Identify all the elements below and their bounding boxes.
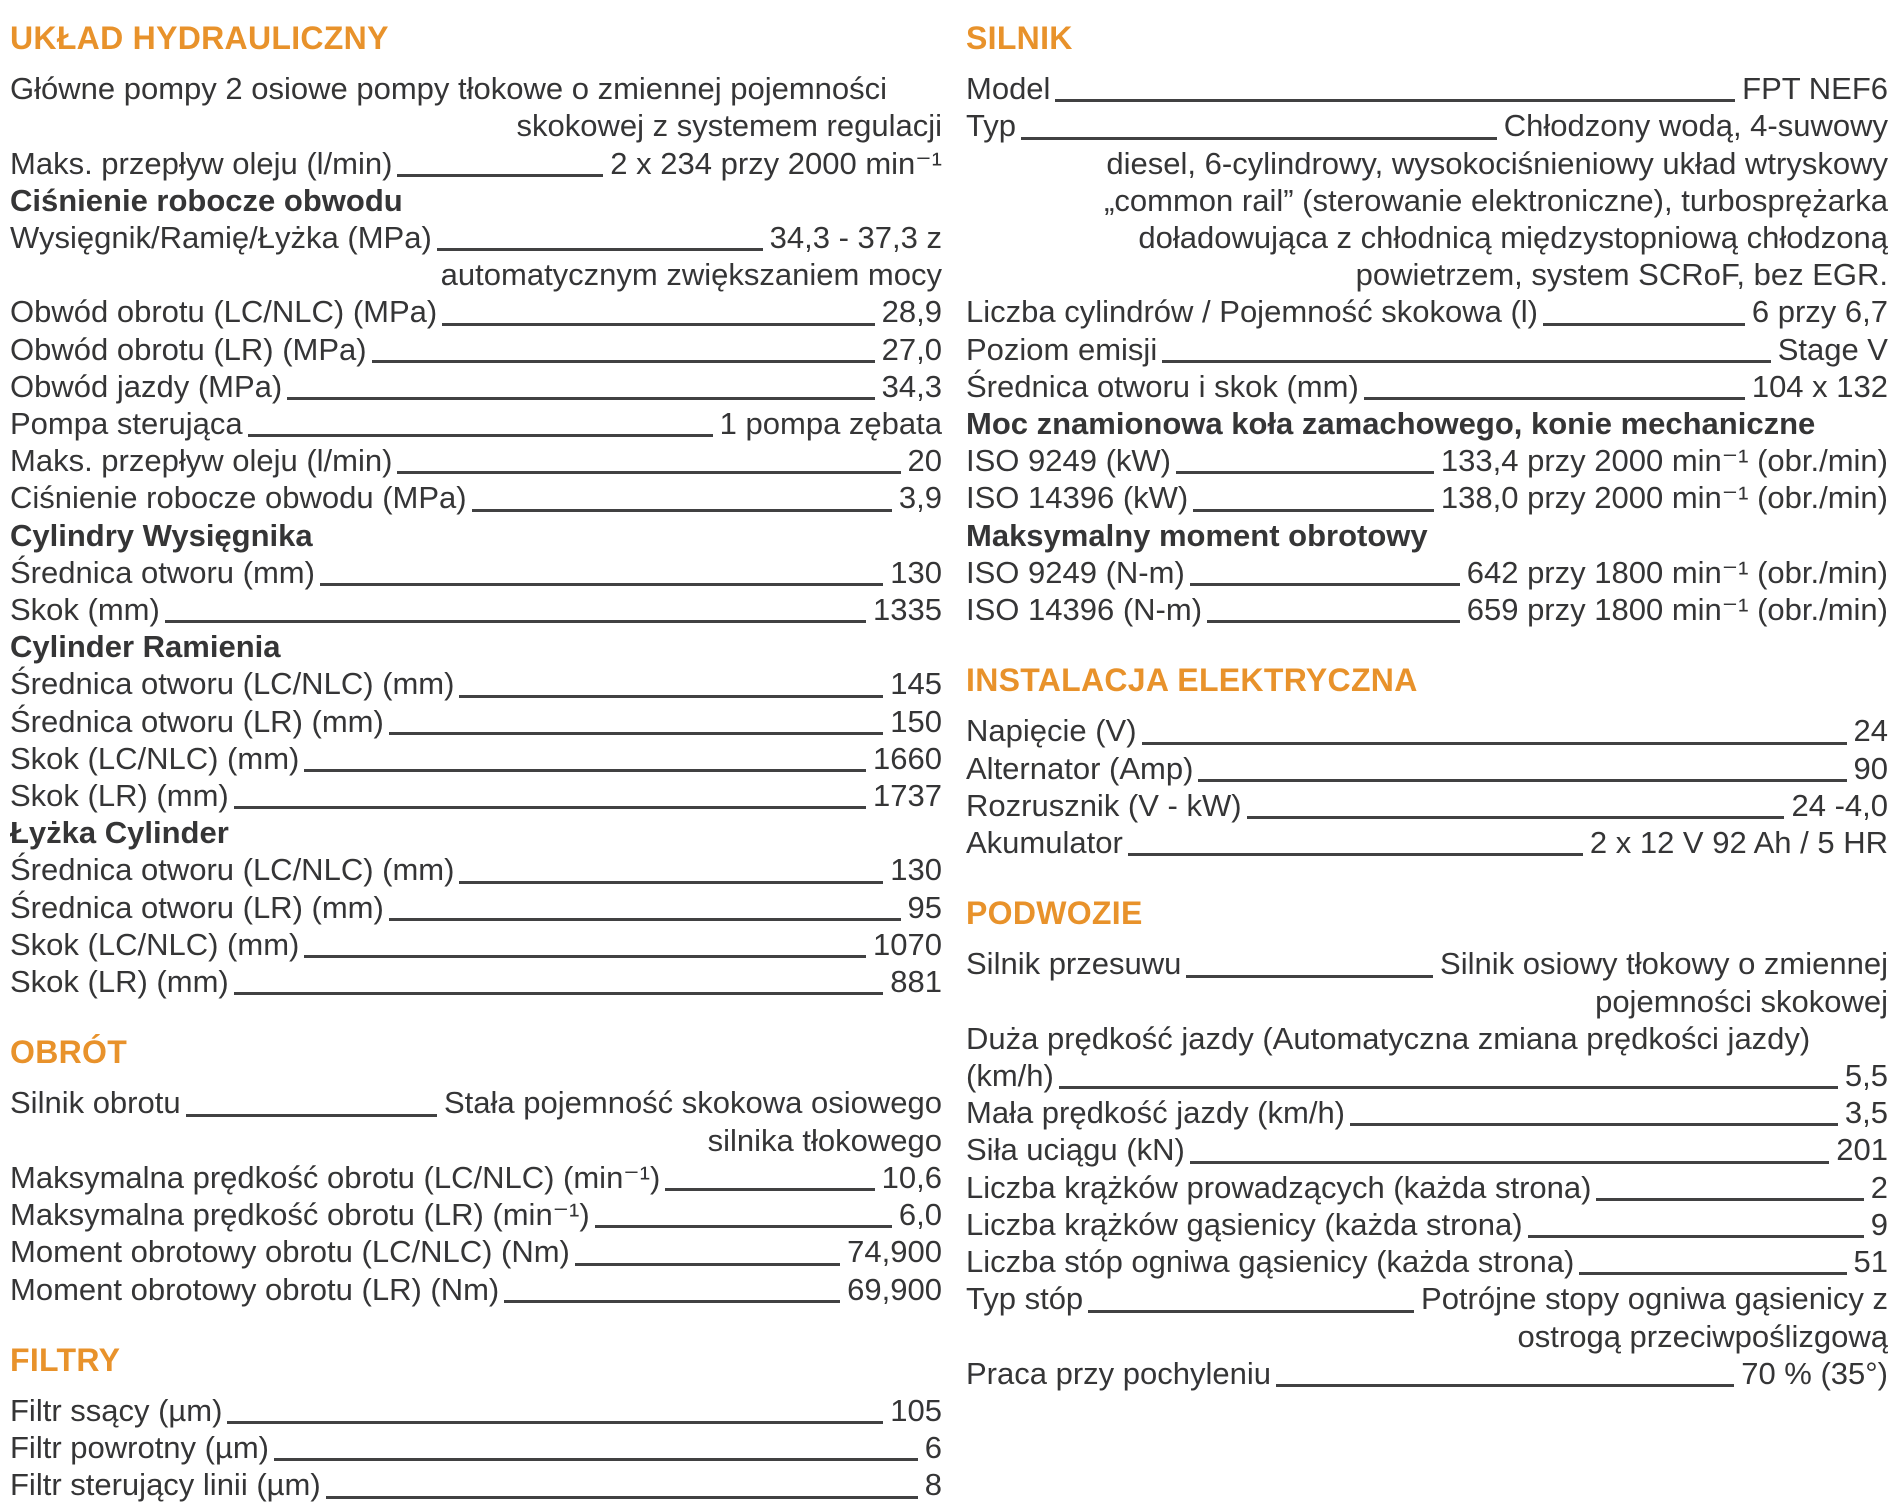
spec-row: [10, 591, 942, 628]
spec-label: Liczba krążków gąsienicy (każda strona): [966, 1206, 1523, 1242]
spec-value: 24: [1853, 713, 1888, 749]
spec-label: Moment obrotowy obrotu (LC/NLC) (Nm): [10, 1234, 570, 1270]
section: [966, 895, 1888, 1392]
spec-row: [10, 331, 942, 368]
spec-value: 130: [890, 852, 942, 888]
spec-row: [10, 777, 942, 814]
spec-label: Skok (LC/NLC) (mm): [10, 926, 300, 962]
spec-value: 1 pompa zębata: [719, 406, 942, 442]
spec-value: Silnik osiowy tłokowy o zmiennej: [1440, 946, 1888, 982]
leader-line: [186, 1114, 437, 1117]
spec-row: [966, 1169, 1888, 1206]
spec-row: [966, 824, 1888, 861]
spec-value: 105: [890, 1392, 942, 1428]
leader-line: [665, 1188, 874, 1191]
spec-label: Maks. przepływ oleju (l/min): [10, 443, 393, 479]
leader-line: [227, 1421, 883, 1424]
section: [966, 20, 1888, 628]
section: [10, 20, 942, 1000]
spec-row: [10, 219, 942, 256]
section: [10, 1034, 942, 1307]
spec-value: 6,0: [898, 1197, 942, 1233]
spec-row: [10, 554, 942, 591]
leader-line: [1543, 323, 1745, 326]
spec-value: 659 przy 1800 min⁻¹ (obr./min): [1466, 592, 1888, 628]
spec-row: [966, 293, 1888, 330]
spec-row: [10, 1466, 942, 1503]
spec-row: [10, 442, 942, 479]
spec-label: Typ: [966, 108, 1016, 144]
spec-value: 138,0 przy 2000 min⁻¹ (obr./min): [1440, 480, 1888, 516]
spec-row: [10, 145, 942, 182]
spec-label: Liczba cylindrów / Pojemność skokowa (l): [966, 294, 1538, 330]
spec-label: Wysięgnik/Ramię/Łyżka (MPa): [10, 220, 432, 256]
spec-label: Mała prędkość jazdy (km/h): [966, 1095, 1346, 1131]
leader-line: [504, 1300, 840, 1303]
leader-line: [1198, 779, 1846, 782]
spec-line: silnika tłokowego: [707, 1122, 942, 1158]
spec-row: [10, 1159, 942, 1196]
spec-label: Typ stóp: [966, 1281, 1084, 1317]
spec-label: Obwód obrotu (LC/NLC) (MPa): [10, 294, 438, 330]
spec-label: Napięcie (V): [966, 713, 1137, 749]
spec-value: 95: [907, 889, 942, 925]
spec-value: 1335: [873, 592, 942, 628]
spec-label: Alternator (Amp): [966, 750, 1194, 786]
leader-line: [1528, 1235, 1864, 1238]
column-right: [966, 20, 1888, 1504]
leader-line: [1193, 509, 1434, 512]
spec-label: Pompa sterująca: [10, 406, 243, 442]
spec-label: Obwód jazdy (MPa): [10, 368, 283, 404]
spec-label: Filtr sterujący linii (µm): [10, 1467, 321, 1503]
spec-row: [10, 1392, 942, 1429]
section-heading: OBRÓT: [10, 1034, 128, 1071]
spec-row: [966, 1243, 1888, 1280]
spec-label: Silnik przesuwu: [966, 946, 1182, 982]
column-left: [10, 20, 942, 1504]
leader-line: [1176, 471, 1434, 474]
leader-line: [1364, 397, 1745, 400]
spec-row: [10, 1196, 942, 1233]
spec-value: 130: [890, 554, 942, 590]
spec-label: Średnica otworu i skok (mm): [966, 368, 1359, 404]
spec-label: Maks. przepływ oleju (l/min): [10, 145, 393, 181]
spec-label: Siła uciągu (kN): [966, 1132, 1185, 1168]
spec-value: FPT NEF6: [1742, 71, 1888, 107]
spec-row: [10, 1429, 942, 1466]
section-heading: INSTALACJA ELEKTRYCZNA: [966, 662, 1418, 699]
spec-line: doładowująca z chłodnicą międzystopniową chłodzoną: [1138, 220, 1888, 256]
spec-label: Skok (mm): [10, 592, 160, 628]
spec-label: Model: [966, 71, 1051, 107]
spec-row: [966, 945, 1888, 982]
leader-line: [437, 248, 763, 251]
leader-line: [1276, 1384, 1734, 1387]
spec-row: [10, 1271, 942, 1308]
leader-line: [459, 695, 883, 698]
spec-label: Akumulator: [966, 825, 1123, 861]
section: [966, 662, 1888, 861]
spec-row: [966, 591, 1888, 628]
spec-row: [10, 368, 942, 405]
leader-line: [1350, 1123, 1838, 1126]
spec-value: Stała pojemność skokowa osiowego: [444, 1085, 942, 1121]
spec-label: Maksymalna prędkość obrotu (LC/NLC) (min⁻¹): [10, 1159, 661, 1195]
spec-value: 3,5: [1844, 1095, 1888, 1131]
spec-label: Filtr ssący (µm): [10, 1392, 223, 1428]
leader-line: [1021, 137, 1497, 140]
spec-row: [966, 787, 1888, 824]
spec-value: 90: [1853, 750, 1888, 786]
spec-line: powietrzem, system SCRoF, bez EGR.: [1355, 257, 1888, 293]
spec-value: 6 przy 6,7: [1751, 294, 1888, 330]
spec-row: [10, 665, 942, 702]
spec-label: Ciśnienie robocze obwodu (MPa): [10, 480, 467, 516]
spec-row: [966, 712, 1888, 749]
spec-label: Średnica otworu (LR) (mm): [10, 703, 384, 739]
spec-row: [966, 554, 1888, 591]
spec-label: (km/h): [966, 1058, 1054, 1094]
leader-line: [575, 1263, 840, 1266]
spec-row: [10, 963, 942, 1000]
spec-line: skokowej z systemem regulacji: [516, 108, 942, 144]
spec-line: pojemności skokowej: [1595, 983, 1888, 1019]
leader-line: [1142, 742, 1847, 745]
spec-value: 2: [1870, 1169, 1888, 1205]
spec-label: Liczba stóp ogniwa gąsienicy (każda strona): [966, 1244, 1575, 1280]
leader-line: [1059, 1086, 1838, 1089]
spec-subheading: Łyżka Cylinder: [10, 815, 229, 851]
spec-label: Średnica otworu (LC/NLC) (mm): [10, 852, 455, 888]
spec-subheading: Cylinder Ramienia: [10, 629, 281, 665]
spec-row: [966, 107, 1888, 144]
spec-label: Moment obrotowy obrotu (LR) (Nm): [10, 1271, 500, 1307]
spec-row: [966, 70, 1888, 107]
spec-value: 28,9: [881, 294, 942, 330]
spec-value: 2 x 234 przy 2000 min⁻¹: [610, 145, 942, 181]
spec-value: 201: [1836, 1132, 1888, 1168]
spec-row: [10, 740, 942, 777]
leader-line: [372, 360, 875, 363]
spec-label: ISO 14396 (N-m): [966, 592, 1203, 628]
leader-line: [274, 1458, 918, 1461]
section-heading: UKŁAD HYDRAULICZNY: [10, 20, 389, 56]
spec-row: [966, 368, 1888, 405]
spec-value: 24 -4,0: [1791, 787, 1888, 823]
spec-row: [966, 479, 1888, 516]
spec-line: diesel, 6-cylindrowy, wysokociśnieniowy układ wtryskowy: [1106, 145, 1888, 181]
spec-row: [10, 851, 942, 888]
leader-line: [1579, 1272, 1846, 1275]
spec-value: 10,6: [881, 1159, 942, 1195]
spec-line: ostrogą przeciwpoślizgową: [1517, 1318, 1888, 1354]
leader-line: [397, 174, 603, 177]
spec-row: [10, 479, 942, 516]
spec-value: 34,3: [881, 368, 942, 404]
leader-line: [234, 806, 866, 809]
leader-line: [165, 620, 866, 623]
spec-row: [966, 750, 1888, 787]
spec-value: 9: [1870, 1206, 1888, 1242]
spec-label: Skok (LR) (mm): [10, 964, 229, 1000]
spec-value: 3,9: [898, 480, 942, 516]
spec-value: 145: [890, 666, 942, 702]
leader-line: [397, 471, 900, 474]
spec-value: 104 x 132: [1751, 368, 1888, 404]
spec-row: [10, 1084, 942, 1121]
spec-label: Filtr powrotny (µm): [10, 1430, 269, 1466]
spec-label: Średnica otworu (mm): [10, 554, 315, 590]
spec-label: Praca przy pochyleniu: [966, 1355, 1271, 1391]
leader-line: [287, 397, 874, 400]
spec-label: Skok (LC/NLC) (mm): [10, 740, 300, 776]
spec-value: Stage V: [1777, 331, 1888, 367]
section-heading: PODWOZIE: [966, 895, 1143, 932]
spec-row: [966, 442, 1888, 479]
spec-label: ISO 9249 (N-m): [966, 554, 1185, 590]
spec-value: 642 przy 1800 min⁻¹ (obr./min): [1466, 554, 1888, 590]
spec-value: 150: [890, 703, 942, 739]
spec-row: [10, 703, 942, 740]
spec-value: 2 x 12 V 92 Ah / 5 HR: [1589, 825, 1888, 861]
spec-line: Główne pompy 2 osiowe pompy tłokowe o zmiennej pojemności: [10, 71, 888, 107]
spec-line: Duża prędkość jazdy (Automatyczna zmiana prędkości jazdy): [966, 1020, 1811, 1056]
leader-line: [1088, 1310, 1414, 1313]
spec-row: [10, 293, 942, 330]
leader-line: [326, 1496, 918, 1499]
spec-value: 51: [1853, 1244, 1888, 1280]
spec-value: Potrójne stopy ogniwa gąsienicy z: [1421, 1281, 1888, 1317]
spec-value: 74,900: [847, 1234, 942, 1270]
spec-subheading: Maksymalny moment obrotowy: [966, 517, 1428, 553]
spec-row: [10, 1233, 942, 1270]
leader-line: [304, 769, 866, 772]
spec-row: [966, 1280, 1888, 1317]
spec-label: ISO 9249 (kW): [966, 443, 1171, 479]
leader-line: [1128, 853, 1583, 856]
spec-line: automatycznym zwiększaniem mocy: [440, 257, 942, 293]
spec-value: 6: [924, 1430, 942, 1466]
leader-line: [234, 992, 884, 995]
spec-row: [10, 926, 942, 963]
leader-line: [1247, 816, 1785, 819]
leader-line: [389, 732, 883, 735]
spec-value: 1660: [873, 740, 942, 776]
spec-subheading: Moc znamionowa koła zamachowego, konie mechaniczne: [966, 406, 1816, 442]
leader-line: [320, 583, 883, 586]
leader-line: [304, 955, 866, 958]
spec-value: 20: [907, 443, 942, 479]
spec-label: Maksymalna prędkość obrotu (LR) (min⁻¹): [10, 1197, 590, 1233]
spec-label: Poziom emisji: [966, 331, 1158, 367]
spec-row: [10, 405, 942, 442]
spec-label: Średnica otworu (LC/NLC) (mm): [10, 666, 455, 702]
spec-line: „common rail” (sterowanie elektroniczne), turbosprężarka: [1104, 182, 1888, 218]
spec-value: 34,3 - 37,3 z: [769, 220, 942, 256]
leader-line: [1207, 620, 1460, 623]
spec-value: 1737: [873, 778, 942, 814]
leader-line: [389, 918, 901, 921]
leader-line: [248, 434, 713, 437]
spec-label: Rozrusznik (V - kW): [966, 787, 1242, 823]
spec-row: [966, 1057, 1888, 1094]
spec-value: 69,900: [847, 1271, 942, 1307]
spec-value: Chłodzony wodą, 4-suwowy: [1503, 108, 1888, 144]
spec-label: Obwód obrotu (LR) (MPa): [10, 331, 367, 367]
spec-label: Średnica otworu (LR) (mm): [10, 889, 384, 925]
spec-label: Liczba krążków prowadzących (każda strona): [966, 1169, 1592, 1205]
spec-value: 70 % (35°): [1741, 1355, 1888, 1391]
spec-value: 881: [890, 964, 942, 1000]
spec-subheading: Cylindry Wysięgnika: [10, 517, 313, 553]
spec-value: 5,5: [1844, 1058, 1888, 1094]
section-heading: FILTRY: [10, 1341, 121, 1378]
leader-line: [472, 509, 892, 512]
spec-row: [966, 1206, 1888, 1243]
leader-line: [1055, 99, 1735, 102]
leader-line: [1596, 1198, 1863, 1201]
spec-subheading: Ciśnienie robocze obwodu: [10, 182, 403, 218]
spec-row: [966, 1131, 1888, 1168]
spec-value: 27,0: [881, 331, 942, 367]
leader-line: [1162, 360, 1770, 363]
leader-line: [1190, 1161, 1829, 1164]
spec-label: Skok (LR) (mm): [10, 778, 229, 814]
spec-label: ISO 14396 (kW): [966, 480, 1189, 516]
leader-line: [1190, 583, 1460, 586]
spec-row: [10, 889, 942, 926]
spec-value: 8: [924, 1467, 942, 1503]
leader-line: [442, 323, 874, 326]
spec-value: 133,4 przy 2000 min⁻¹ (obr./min): [1440, 443, 1888, 479]
section: [10, 1342, 942, 1504]
spec-row: [966, 331, 1888, 368]
leader-line: [595, 1225, 892, 1228]
spec-value: 1070: [873, 926, 942, 962]
spec-row: [966, 1094, 1888, 1131]
leader-line: [459, 881, 883, 884]
spec-label: Silnik obrotu: [10, 1085, 181, 1121]
leader-line: [1186, 975, 1433, 978]
spec-row: [966, 1355, 1888, 1392]
section-heading: SILNIK: [966, 20, 1073, 56]
